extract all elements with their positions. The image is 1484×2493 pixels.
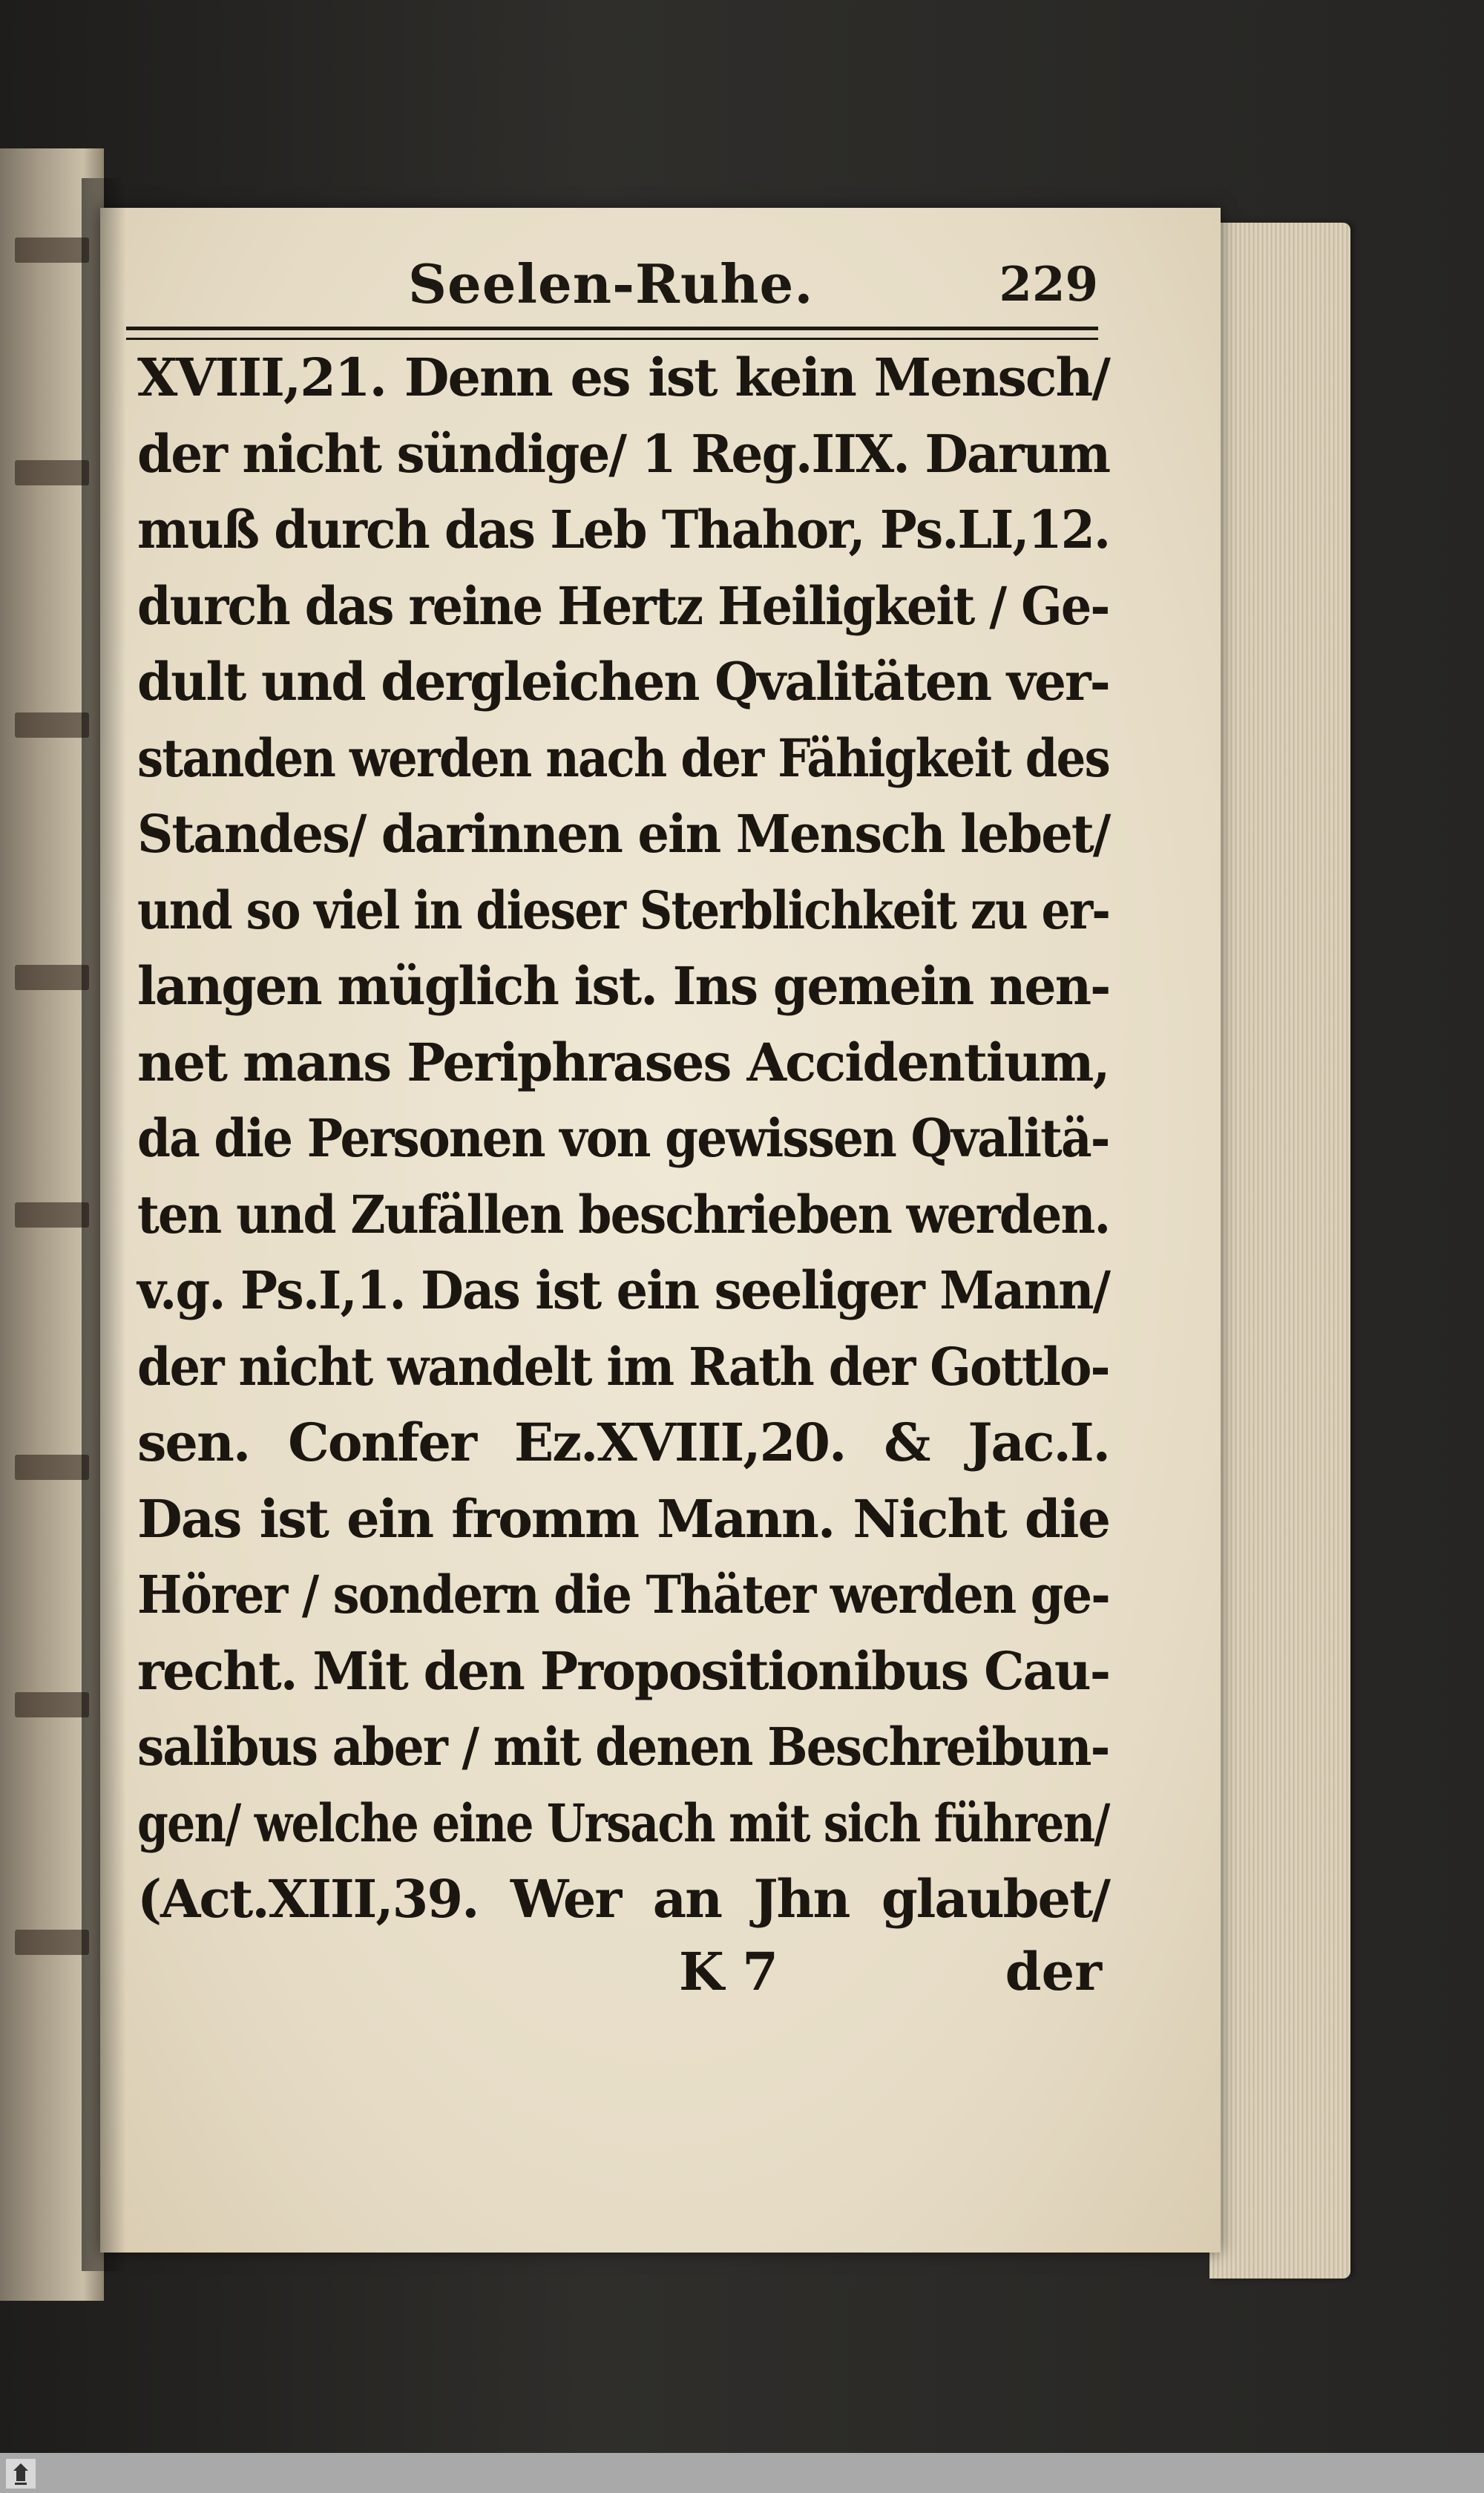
text-line: langen müglich ist. Ins gemein nen- [137, 955, 1110, 1017]
page-footer [137, 1941, 1109, 2015]
text-line: salibus aber / mit denen Beschreibun- [137, 1716, 1109, 1778]
viewer-footer-bar [0, 2453, 1484, 2493]
running-head: Seelen-Ruhe. [408, 252, 814, 315]
text-line: dult und dergleichen Qvalitäten ver- [137, 651, 1109, 712]
text-line: muß durch das Leb Thahor, Ps.LI,12. [137, 499, 1110, 560]
signature-mark: K 7 [679, 1941, 778, 2002]
text-line: (Act.XIII,39. Wer an Jhn glaubet/ [137, 1868, 1109, 1930]
text-line: der nicht sündige/ 1 Reg.IIX. Darum [137, 422, 1110, 485]
page-number: 229 [999, 257, 1098, 312]
text-line: ten und Zufällen beschrieben werden. [137, 1183, 1110, 1245]
header-rule [126, 327, 1098, 340]
text-line: der nicht wandelt im Rath der Gottlo- [137, 1335, 1109, 1398]
text-line: v.g. Ps.I,1. Das ist ein seeliger Mann/ [137, 1259, 1110, 1321]
text-line: standen werden nach der Fähigkeit des [137, 727, 1109, 789]
gutter-shadow [82, 178, 126, 2271]
page-block-edge [1209, 223, 1350, 2279]
library-logo-icon [6, 2459, 36, 2489]
body-text [137, 340, 1109, 1938]
text-line: gen/ welche eine Ursach mit sich führen/ [137, 1792, 1109, 1854]
text-line: net mans Periphrases Accidentium, [137, 1031, 1109, 1093]
text-line: sen. Confer Ez.XVIII,20. & Jac.I. [137, 1412, 1109, 1473]
page-header [126, 245, 1106, 319]
text-line: XVIII,21. Denn es ist kein Mensch/ [137, 347, 1109, 408]
text-line: da die Personen von gewissen Qvalitä- [137, 1107, 1109, 1169]
text-line: und so viel in dieser Sterblichkeit zu er- [137, 879, 1110, 941]
text-line: recht. Mit den Propositionibus Cau- [137, 1639, 1110, 1702]
catchword: der [1005, 1941, 1102, 2002]
text-line: Hörer / sondern die Thäter werden ge- [137, 1564, 1109, 1625]
text-line: durch das reine Hertz Heiligkeit / Ge- [137, 574, 1109, 637]
text-line: Das ist ein fromm Mann. Nicht die [137, 1487, 1109, 1550]
text-line: Standes/ darinnen ein Mensch lebet/ [137, 803, 1110, 865]
